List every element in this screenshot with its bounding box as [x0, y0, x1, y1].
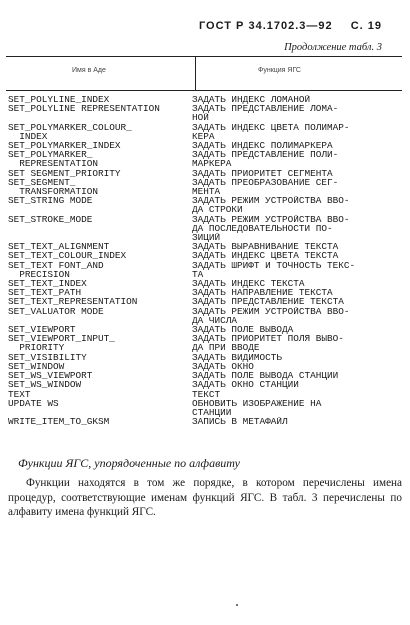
gks-function-cell: ЗАДАТЬ ПРИОРИТЕТ ПОЛЯ ВЫВО- — [192, 334, 344, 344]
ada-name-cell: SET_VISIBILITY — [8, 352, 87, 362]
table-row — [8, 224, 403, 233]
ada-name-cell: TEXT — [8, 389, 31, 399]
ada-name-cell: SET_TEXT_INDEX — [8, 279, 87, 289]
gks-function-cell: ЗАДАТЬ ИНДЕКС ЛОМАНОЙ — [192, 95, 311, 105]
gks-function-cell: ЗАДАТЬ ИНДЕКС ПОЛИМАРКЕРА — [192, 141, 333, 151]
table-row — [8, 104, 403, 113]
table-column-divider — [195, 56, 196, 90]
table-row — [8, 233, 403, 242]
table-continuation-label: Продолжение табл. 3 — [284, 42, 382, 53]
ada-name-cell — [8, 224, 192, 233]
gks-function-cell: ЗАДАТЬ РЕЖИМ УСТРОЙСТВА ВВО- — [192, 306, 350, 316]
gks-function-cell: СТАНЦИИ — [192, 407, 232, 418]
table-row — [8, 261, 403, 270]
table-row — [8, 297, 403, 306]
ada-name-cell: REPRESENTATION — [8, 159, 99, 169]
ada-name-cell: SET_WS_VIEWPORT — [8, 371, 93, 381]
column-header-gks-function: Функция ЯГС — [258, 67, 301, 74]
table-row — [8, 380, 403, 389]
table-row — [8, 159, 403, 168]
table-row — [8, 316, 403, 325]
ada-name-cell: SET_POLYMARKER_COLOUR_ — [8, 122, 132, 132]
table-row — [8, 325, 403, 334]
gks-function-cell: ЗАДАТЬ ПОЛЕ ВЫВОДА — [192, 325, 294, 335]
table-row — [8, 371, 403, 380]
ada-name-cell: SET_VALUATOR MODE — [8, 306, 104, 316]
table-row — [8, 353, 403, 362]
gks-function-cell: ЗАДАТЬ ШРИФТ И ТОЧНОСТЬ ТЕКС- — [192, 260, 356, 270]
gks-function-cell: ЗАДАТЬ ИНДЕКС ЦВЕТА ПОЛИМАР- — [192, 122, 350, 132]
table-row — [8, 251, 403, 260]
section-paragraph: Функции находятся в том же порядке, в котором перечислены имена процедур, соответствующие именам функций ЯГС. В табл. 3 перечислены по алфавиту имена функций ЯГС. — [8, 477, 402, 518]
page-header — [199, 20, 382, 32]
table-row — [8, 343, 403, 352]
table-row — [8, 334, 403, 343]
table-row — [8, 390, 403, 399]
gks-function-cell: ЗАДАТЬ НАПРАВЛЕНИЕ ТЕКСТА — [192, 288, 333, 298]
page-mark — [236, 604, 238, 606]
table-row — [8, 242, 403, 251]
table-row — [8, 399, 403, 408]
standard-number: ГОСТ Р 34.1702.3—92 — [198, 20, 333, 32]
gks-function-cell: ЗАДАТЬ РЕЖИМ УСТРОЙСТВА ВВО- — [192, 214, 350, 224]
ada-name-cell: SET_STRING MODE — [8, 196, 93, 206]
table-row — [8, 113, 403, 122]
gks-function-cell: ЗАДАТЬ ПРИОРИТЕТ СЕГМЕНТА — [192, 168, 333, 178]
gks-function-cell: ЗАПИСЬ В МЕТАФАЙЛ — [192, 417, 288, 427]
gks-function-cell: ОБНОВИТЬ ИЗОБРАЖЕНИЕ НА — [192, 398, 322, 408]
gks-function-cell: ЗАДАТЬ ИНДЕКС ТЕКСТА — [192, 279, 305, 289]
table-row — [8, 417, 403, 426]
gks-function-cell: МАРКЕРА — [192, 159, 232, 169]
ada-name-cell: SET_POLYMARKER_INDEX — [8, 141, 121, 151]
ada-name-cell: SET_TEXT_COLOUR_INDEX — [8, 251, 127, 261]
ada-name-cell: SET SEGMENT_PRIORITY — [8, 168, 121, 178]
ada-name-cell: PRIORITY — [8, 343, 65, 353]
ada-name-cell: UPDATE WS — [8, 398, 59, 408]
ada-name-cell: SET_WS_WINDOW — [8, 380, 82, 390]
table-row — [8, 187, 403, 196]
gks-function-cell: НОЙ — [192, 113, 209, 123]
table-row — [8, 215, 403, 224]
ada-name-cell: SET_TEXT_ALIGNMENT — [8, 242, 110, 252]
table-row — [8, 196, 403, 205]
table-row — [8, 178, 403, 187]
table-row — [8, 288, 403, 297]
gks-function-cell: ТА — [192, 269, 204, 280]
table-row — [8, 132, 403, 141]
table-top-rule — [6, 56, 402, 57]
table-row — [8, 279, 403, 288]
ada-name-cell — [8, 113, 192, 122]
gks-function-cell: ДА СТРОКИ — [192, 205, 243, 215]
gks-function-cell: ЗАДАТЬ РЕЖИМ УСТРОЙСТВА ВВО- — [192, 196, 350, 206]
page-number: С. 19 — [350, 20, 382, 32]
ada-name-cell: SET_POLYLINE_INDEX — [8, 95, 110, 105]
ada-name-cell: SET_VIEWPORT_INPUT_ — [8, 334, 115, 344]
gks-function-cell: ЗАДАТЬ ВЫРАВНИВАНИЕ ТЕКСТА — [192, 242, 339, 252]
ada-name-cell: SET_SEGMENT_ — [8, 177, 76, 188]
table-row — [8, 150, 403, 159]
ada-name-cell — [8, 233, 192, 242]
gks-function-cell: МЕНТА — [192, 187, 221, 197]
section-title: Функции ЯГС, упорядоченные по алфавиту — [18, 456, 240, 470]
ada-name-cell: INDEX — [8, 131, 48, 142]
ada-name-cell: SET_WINDOW — [8, 361, 65, 372]
table-row — [8, 362, 403, 371]
gks-function-cell: ЗАДАТЬ ПОЛЕ ВЫВОДА СТАНЦИИ — [192, 371, 339, 381]
table-row — [8, 270, 403, 279]
column-header-ada-name: Имя в Аде — [72, 67, 106, 74]
ada-name-cell: SET_POLYMARKER_ — [8, 150, 93, 160]
table-row — [8, 123, 403, 132]
ada-name-cell — [8, 408, 192, 417]
gks-function-cell: КЕРА — [192, 131, 215, 142]
table-row — [8, 169, 403, 178]
gks-function-cell: ДА ПОСЛЕДОВАТЕЛЬНОСТИ ПО- — [192, 223, 333, 234]
table-row — [8, 95, 403, 104]
gks-function-cell: ЗАДАТЬ ОКНО СТАНЦИИ — [192, 380, 299, 390]
gks-function-cell: ТЕКСТ — [192, 389, 221, 399]
gks-function-cell: ЗИЦИЙ — [192, 233, 221, 243]
gks-function-cell: ДА ПРИ ВВОДЕ — [192, 343, 260, 353]
table-row — [8, 205, 403, 214]
gks-function-cell: ЗАДАТЬ ПРЕОБРАЗОВАНИЕ СЕГ- — [192, 177, 339, 188]
gks-function-cell: ЗАДАТЬ ПРЕДСТАВЛЕНИЕ ЛОМА- — [192, 104, 339, 114]
ada-name-cell: SET_STROKE_MODE — [8, 214, 93, 224]
ada-name-cell: PRECISION — [8, 269, 70, 280]
gks-function-cell: ДА ЧИСЛА — [192, 315, 238, 326]
gks-function-cell: ЗАДАТЬ ПРЕДСТАВЛЕНИЕ ПОЛИ- — [192, 150, 339, 160]
function-name-table — [8, 95, 403, 426]
gks-function-cell: ЗАДАТЬ ПРЕДСТАВЛЕНИЕ ТЕКСТА — [192, 297, 344, 307]
table-row — [8, 141, 403, 150]
gks-function-cell: ЗАДАТЬ ВИДИМОСТЬ — [192, 352, 283, 362]
ada-name-cell: WRITE_ITEM_TO_GKSM — [8, 417, 110, 427]
table-row — [8, 307, 403, 316]
table-header-rule — [6, 90, 402, 91]
ada-name-cell: SET_TEXT_PATH — [8, 288, 82, 298]
ada-name-cell: SET_POLYLINE REPRESENTATION — [8, 104, 160, 114]
ada-name-cell — [8, 205, 192, 214]
gks-function-cell: ЗАДАТЬ ОКНО — [192, 361, 254, 372]
ada-name-cell: SET_TEXT_REPRESENTATION — [8, 297, 138, 307]
ada-name-cell: TRANSFORMATION — [8, 187, 99, 197]
gks-function-cell: ЗАДАТЬ ИНДЕКС ЦВЕТА ТЕКСТА — [192, 251, 339, 261]
ada-name-cell — [8, 316, 192, 325]
table-row — [8, 408, 403, 417]
ada-name-cell: SET_TEXT FONT_AND — [8, 260, 104, 270]
ada-name-cell: SET_VIEWPORT — [8, 325, 76, 335]
